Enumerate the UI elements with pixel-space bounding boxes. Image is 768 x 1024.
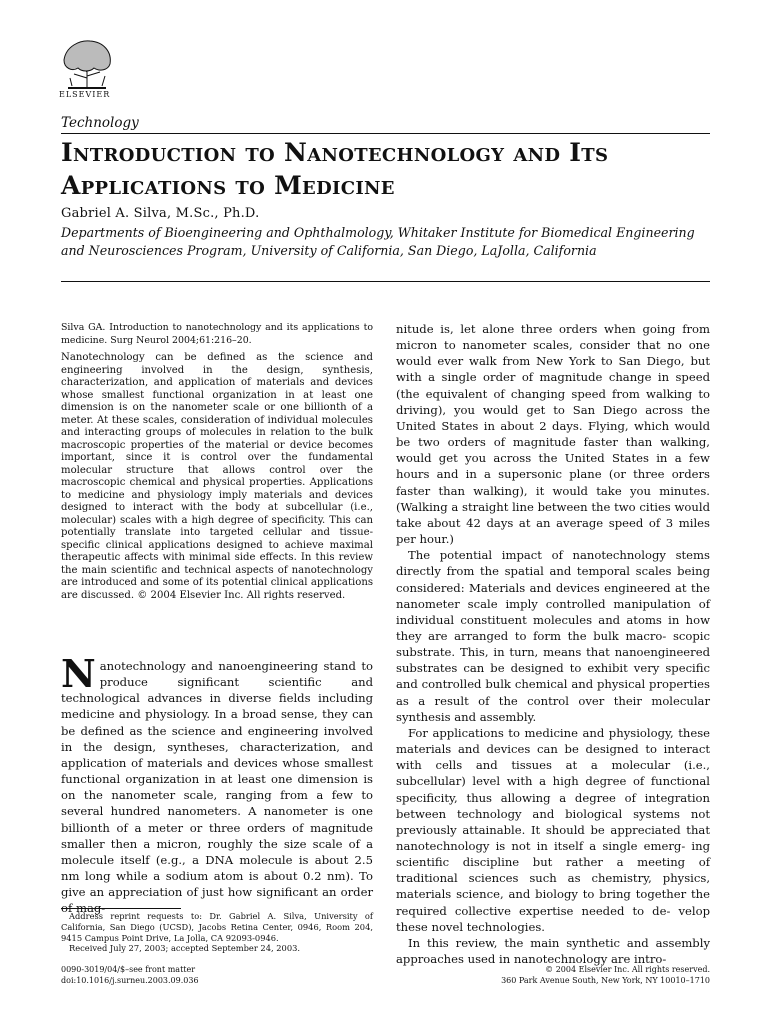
- footer-left: [61, 964, 199, 986]
- publisher-address: 360 Park Avenue South, New York, NY 10010–1710: [501, 976, 710, 985]
- section-label: Technology: [61, 115, 139, 131]
- header-rule: [61, 281, 710, 282]
- paragraph: In this review, the main synthetic and assembly approaches used in nanotechnology are intro-: [396, 935, 710, 967]
- body-right-column: [396, 321, 710, 967]
- footnote-address: Address reprint requests to: Dr. Gabriel A. Silva, University of California, San Diego (UCSD), Jacobs Retina Center, 0946, Room 204, 9415 Campus Point Drive, La Jolla, CA 92093-0946.: [61, 911, 373, 943]
- citation: Silva GA. Introduction to nanotechnology and its applications to medicine. Surg Neurol 2004;61:216–20.: [61, 322, 373, 346]
- paragraph: nitude is, let alone three orders when going from micron to nanometer scales, consider that no one would ever walk from New York to San Diego, but with a single order of magnitude change in speed (the equivalent of changing speed from walking to driving), you would get to San Diego across the United States in about 2 days. Flying, which would be two orders of magnitude faster than walking, would get you across the United States in a few hours and in a supersonic plane (or three orders faster than walking), it would take you minutes. (Walking a straight line between the two cities would take about 42 days at an average speed of 3 miles per hour.): [396, 322, 710, 547]
- abstract: Nanotechnology can be defined as the science and engineering involved in the design, synthesis, characterization, and application of materials and devices whose smallest functional organization in at least one dimension is on the nanometer scale or one billionth of a meter. At these scales, consideration of individual molecules and interacting groups of molecules in relation to the bulk macroscopic properties of the material or device becomes important, since it is control over the fundamental molecular structure that allows control over the macroscopic chemical and physical properties. Applications to medicine and physiology imply materials and devices designed to interact with the body at subcellular (i.e., molecular) scales with a high degree of specificity. This can potentially translate into targeted cellular and tissue-specific clinical applications designed to achieve maximal therapeutic affects with minimal side effects. In this review the main scientific and technical aspects of nanotechnology are introduced and some of its potential clinical applications are discussed. © 2004 Elsevier Inc. All rights reserved.: [61, 352, 373, 601]
- paragraph: The potential impact of nanotechnology stems directly from the spatial and temporal scales being considered: Materials and devices engineered at the nanometer scale imply controlled manipulation of individual constituent molecules and atoms in how they are arranged to form the bulk macro- scopic substrate. This, in turn, means that nanoengineered substrates can be designed to exhibit very specific and controlled bulk chemical and physical properties as a result of the control over their molecular synthesis and assembly.: [396, 548, 710, 724]
- paragraph: For applications to medicine and physiology, these materials and devices can be designed to interact with cells and tissues at a molecular (i.e., subcellular) level with a high degree of functional specificity, thus allowing a degree of integration between technology and biological systems not previously attainable. It should be appreciated that nanotechnology is not in itself a single emerg- ing scientific discipline but rather a meeting of traditional sciences such as chemistry, physics, materials science, and biology to bring together the required collective expertise needed to de- velop these novel technologies.: [396, 725, 710, 934]
- body-left-column: [61, 651, 373, 917]
- footnote: [61, 911, 373, 954]
- footnote-rule: [61, 908, 181, 909]
- article-title: Introduction to Nanotechnology and Its Applications to Medicine: [61, 138, 609, 200]
- footer-right: [501, 964, 710, 986]
- drop-cap: N: [61, 651, 96, 696]
- title-rule: [61, 133, 710, 134]
- publisher-name: ELSEVIER: [59, 90, 111, 99]
- author: Gabriel A. Silva, M.Sc., Ph.D.: [61, 206, 260, 221]
- body-left-text: anotechnology and nanoengineering stand to produce significant scientific and technological advances in diverse fields including medicine and physiology. In a broad sense, they can be defined as the science and engineering involved in the design, syntheses, characterization, and application of materials and devices whose smallest functional organization in at least one dimension is on the nanometer scale, ranging from a few to several hundred nanometers. A nanometer is one billionth of a meter or three orders of magnitude smaller then a micron, roughly the size scale of a molecule itself (e.g., a DNA molecule is about 2.5 nm long while a sodium atom is about 0.2 nm). To give an appreciation of just how significant an order of mag-: [61, 659, 373, 916]
- affiliation: Departments of Bioengineering and Ophthalmology, Whitaker Institute for Biomedical Engineering and Neurosciences Program, University of California, San Diego, LaJolla, California: [61, 225, 695, 258]
- doi: doi:10.1016/j.surneu.2003.09.036: [61, 976, 199, 985]
- issn: 0090-3019/04/$–see front matter: [61, 965, 196, 974]
- copyright: © 2004 Elsevier Inc. All rights reserved.: [545, 965, 710, 974]
- footnote-received: Received July 27, 2003; accepted September 24, 2003.: [69, 943, 301, 954]
